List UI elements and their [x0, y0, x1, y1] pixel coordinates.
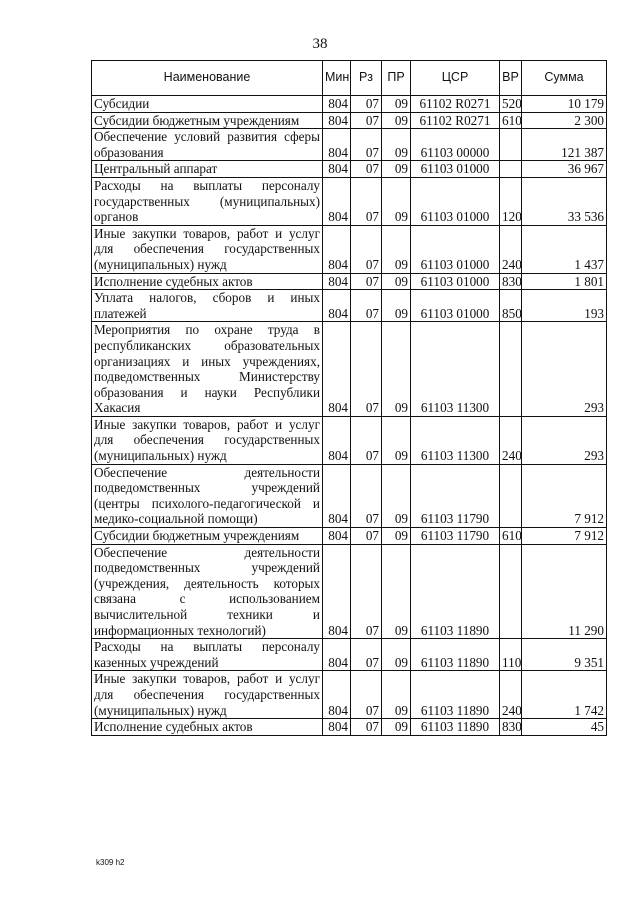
table-row [92, 161, 607, 178]
row-rz: 07 [351, 129, 382, 161]
row-min: 804 [323, 96, 351, 113]
row-min: 804 [323, 112, 351, 129]
table-row [92, 177, 607, 225]
row-rz: 07 [351, 112, 382, 129]
table-row [92, 528, 607, 545]
row-vr: 240 [500, 416, 522, 464]
table-row [92, 671, 607, 719]
row-sum: 33 536 [522, 177, 607, 225]
row-vr: 110 [500, 639, 522, 671]
row-min: 804 [323, 719, 351, 736]
row-sum: 36 967 [522, 161, 607, 178]
row-rz: 07 [351, 161, 382, 178]
row-vr: 610 [500, 528, 522, 545]
row-name: Субсидии [92, 96, 323, 113]
row-csr: 61103 01000 [411, 273, 500, 290]
row-vr: 610 [500, 112, 522, 129]
row-name: Центральный аппарат [92, 161, 323, 178]
row-sum: 11 290 [522, 544, 607, 639]
row-pr: 09 [382, 719, 411, 736]
footer-code: k309 h2 [96, 858, 125, 867]
row-pr: 09 [382, 528, 411, 545]
row-sum: 10 179 [522, 96, 607, 113]
header-name: Наименование [92, 61, 323, 96]
page-number: 38 [312, 36, 328, 52]
row-sum: 7 912 [522, 464, 607, 527]
row-min: 804 [323, 290, 351, 322]
row-rz: 07 [351, 273, 382, 290]
header-csr: ЦСР [411, 61, 500, 96]
row-pr: 09 [382, 671, 411, 719]
row-csr: 61102 R0271 [411, 96, 500, 113]
row-vr [500, 129, 522, 161]
row-vr [500, 544, 522, 639]
row-rz: 07 [351, 225, 382, 273]
table-row [92, 322, 607, 417]
row-sum: 1 801 [522, 273, 607, 290]
row-min: 804 [323, 322, 351, 417]
row-name: Расходы на выплаты персоналу казенных учреждений [92, 639, 323, 671]
budget-table [91, 60, 607, 736]
row-sum: 1 742 [522, 671, 607, 719]
header-min: Мин [323, 61, 351, 96]
row-min: 804 [323, 416, 351, 464]
row-csr: 61102 R0271 [411, 112, 500, 129]
row-sum: 293 [522, 416, 607, 464]
table-row [92, 225, 607, 273]
table-row [92, 544, 607, 639]
row-min: 804 [323, 544, 351, 639]
row-rz: 07 [351, 96, 382, 113]
table-row [92, 96, 607, 113]
row-rz: 07 [351, 719, 382, 736]
row-rz: 07 [351, 671, 382, 719]
row-csr: 61103 11790 [411, 464, 500, 527]
row-vr: 830 [500, 273, 522, 290]
row-csr: 61103 01000 [411, 290, 500, 322]
row-csr: 61103 11790 [411, 528, 500, 545]
row-csr: 61103 11890 [411, 671, 500, 719]
row-name: Субсидии бюджетным учреждениям [92, 528, 323, 545]
row-pr: 09 [382, 96, 411, 113]
row-min: 804 [323, 528, 351, 545]
row-pr: 09 [382, 177, 411, 225]
row-vr: 120 [500, 177, 522, 225]
row-min: 804 [323, 161, 351, 178]
row-vr: 520 [500, 96, 522, 113]
row-rz: 07 [351, 464, 382, 527]
row-name: Обеспечение условий развития сферы образования [92, 129, 323, 161]
row-rz: 07 [351, 544, 382, 639]
row-name: Исполнение судебных актов [92, 719, 323, 736]
row-rz: 07 [351, 528, 382, 545]
row-vr: 830 [500, 719, 522, 736]
row-name: Мероприятия по охране труда в республиканских образовательных организациях и иных учреждениях, подведомственных Министерству образования и науки Республики Хакасия [92, 322, 323, 417]
row-pr: 09 [382, 322, 411, 417]
row-csr: 61103 11890 [411, 544, 500, 639]
row-pr: 09 [382, 290, 411, 322]
row-rz: 07 [351, 322, 382, 417]
row-rz: 07 [351, 177, 382, 225]
header-rz: Рз [351, 61, 382, 96]
table-row [92, 639, 607, 671]
row-vr: 240 [500, 225, 522, 273]
header-vr: ВР [500, 61, 522, 96]
row-name: Обеспечение деятельности подведомственных учреждений (учреждения, деятельность которых связана с использованием вычислительной техники и информационных технологий) [92, 544, 323, 639]
row-sum: 1 437 [522, 225, 607, 273]
row-name: Исполнение судебных актов [92, 273, 323, 290]
row-pr: 09 [382, 464, 411, 527]
row-min: 804 [323, 464, 351, 527]
row-min: 804 [323, 671, 351, 719]
table-header-row [92, 61, 607, 96]
row-csr: 61103 01000 [411, 177, 500, 225]
row-pr: 09 [382, 273, 411, 290]
row-vr [500, 161, 522, 178]
row-csr: 61103 11890 [411, 719, 500, 736]
row-sum: 193 [522, 290, 607, 322]
row-name: Расходы на выплаты персоналу государственных (муниципальных) органов [92, 177, 323, 225]
row-min: 804 [323, 129, 351, 161]
row-csr: 61103 01000 [411, 161, 500, 178]
row-csr: 61103 00000 [411, 129, 500, 161]
header-pr: ПР [382, 61, 411, 96]
row-vr: 240 [500, 671, 522, 719]
row-vr [500, 464, 522, 527]
row-pr: 09 [382, 544, 411, 639]
row-sum: 9 351 [522, 639, 607, 671]
row-sum: 293 [522, 322, 607, 417]
row-min: 804 [323, 639, 351, 671]
table-body [92, 96, 607, 736]
row-pr: 09 [382, 129, 411, 161]
row-vr: 850 [500, 290, 522, 322]
table-row [92, 129, 607, 161]
row-pr: 09 [382, 639, 411, 671]
table-row [92, 273, 607, 290]
row-pr: 09 [382, 161, 411, 178]
row-name: Уплата налогов, сборов и иных платежей [92, 290, 323, 322]
row-name: Субсидии бюджетным учреждениям [92, 112, 323, 129]
row-name: Обеспечение деятельности подведомственных учреждений (центры психолого-педагогической и медико-социальной помощи) [92, 464, 323, 527]
row-min: 804 [323, 273, 351, 290]
row-csr: 61103 11300 [411, 322, 500, 417]
row-rz: 07 [351, 639, 382, 671]
row-pr: 09 [382, 112, 411, 129]
row-name: Иные закупки товаров, работ и услуг для обеспечения государственных (муниципальных) нужд [92, 671, 323, 719]
table-row [92, 416, 607, 464]
row-rz: 07 [351, 290, 382, 322]
row-sum: 2 300 [522, 112, 607, 129]
table-row [92, 112, 607, 129]
row-min: 804 [323, 177, 351, 225]
row-pr: 09 [382, 225, 411, 273]
row-min: 804 [323, 225, 351, 273]
row-rz: 07 [351, 416, 382, 464]
row-name: Иные закупки товаров, работ и услуг для обеспечения государственных (муниципальных) нужд [92, 225, 323, 273]
table-row [92, 290, 607, 322]
row-sum: 45 [522, 719, 607, 736]
row-csr: 61103 11300 [411, 416, 500, 464]
row-csr: 61103 01000 [411, 225, 500, 273]
header-sum: Сумма [522, 61, 607, 96]
row-pr: 09 [382, 416, 411, 464]
row-vr [500, 322, 522, 417]
row-csr: 61103 11890 [411, 639, 500, 671]
row-sum: 7 912 [522, 528, 607, 545]
table-row [92, 719, 607, 736]
row-name: Иные закупки товаров, работ и услуг для обеспечения государственных (муниципальных) нужд [92, 416, 323, 464]
row-sum: 121 387 [522, 129, 607, 161]
table-row [92, 464, 607, 527]
